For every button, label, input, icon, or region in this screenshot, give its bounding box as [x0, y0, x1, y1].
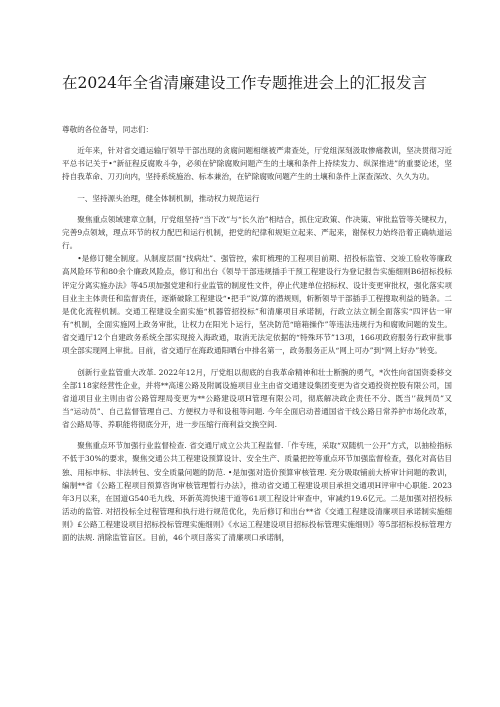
paragraph: 聚焦重点领域建章立制，厅党组坚持“当下改”与“长久治”相结合，抓住定政策、作决策、审批监管等关键权力，完善9点领域，理点环节的权力配巴和运行机制，把党的纪律和规矩立起来、严起来，谢保权力始终沿着正确轨道运行。: [62, 214, 452, 251]
paragraph: •是修订健全制度。从制度层面“找病灶”、强管控，索盯梳理的工程项目前期、招投标监管、交竣工验收等廉政高风险环节和80余个廉政风险点，修订和出台《领导干部违规插手干预工程建设行为登记报告实施细则B6招标投标评定分离实施办法》等45项加强党建和行业监管的制度性文件，停止代建单位招标权、设计变更审批权，强化落实项目业主主体责任和监督责任，逐渐破除工程建设“•把手”说/算的潜规则，斩断领导干部插手工程搜取利益的链条。二是优化流程机制。交通工程建设全面实施“机器管招投标”和清廉项目承诺制，行政立法立制全面落实“四评估一审有“机制，全面实施网上政务审批，让权力在阳光卜运行，坚决防范“暗箱操作”等违法违规行为和腐败问题的发生。省交通厅12个自建政务系统全部实现接入海政通，取消无法定依据的“特殊环节”13项，166项政府服务行政审批事项全部实现网上审批。目前，省交通厅在海政通阳晒台中排名第一，政务服务正从“网上可办”到“网上好办”转变。: [62, 254, 452, 356]
paragraph: 聚焦重点环节加强行业监督检查. 省交通厅成立公共工程监督.「作专班，采取“双随机一公开”方式，以抽检指标不低于30%的要求，聚焦交通公共工程建设预算设计、安全生产、质量把控等重点环节加强监督检查，强化对高估目独、用标申标、非法转包、安全质量问题的防范. •是加强对造价预算审核管理. 充分吸取铺前大桥审计问题的教训，编制**省《公路工程项目预算咨询审核管理暂行办法》，推动省交通工程建设项目承担交通项H评审中心职能. 2023年3月以来，在国道G540毛九线、环新英湾快速干道等61项工程设计审查中，审减约19.6亿元。二是加强对招投标活动的监管. 对招投标全过程管理和执行进行规范优化，先后修订和出台**省《交通工程建设清廉项目承诺制实施细则》£公路工程建设项目招标投标管理实施细则》《水运工程建设项目招标投标管理实施细则》等5部招标投标管理方面的法规. 消除监管盲区。目前，46个项目落实了清廉项口承诺制，: [62, 441, 452, 543]
document-title: 在2024年全省清廉建设工作专题推进会上的汇报发言: [62, 74, 427, 92]
paragraph: 近年来，针对省交通运输厅领导干部出现的贪腐问题相继被严肃查处，厅党组深刻汲取惨痛教训，坚决贯彻习近平总书记关于•“新征程反腐败斗争，必须在铲除腐败问题产生的土壤和条件上持续发力、纵深推进”的重要论述，坚持自我革命、刀刃向内，坚持系统施治、标本兼治，在铲除腐败问题产生的土壤和条件上深查深改、久久为功。: [62, 146, 452, 182]
section-heading: 一、坚持源头治理，健全体制机制，推动权力规范运行: [77, 193, 260, 203]
salutation: 尊敬的各位备导，同志们：: [62, 125, 154, 134]
document-body: [62, 123, 452, 545]
paragraph: 创新行业监管重大改革. 2022年12月，厅党组以彻底的自我革命精神和壮士断腕的勇气，*次性向省国资委移交全部118家经营性企业，并将**高速公路及附属设施项目业主由省交通建设集团变更为省交通投资控股有限公司，国省道项目业主则由省公路管理局变更为**公路建设项H管理有限公司，彻底解决政企责任不分、既当'’裁判员”又当“运动员”、自己监督管理自己、方便权力寻和设租等问题. 今年全面启动普通国省干线公路日常养护市场化改革，省公路局等、养职能将彻底分开，进一步压缩行商利益交换空间.: [62, 367, 452, 430]
